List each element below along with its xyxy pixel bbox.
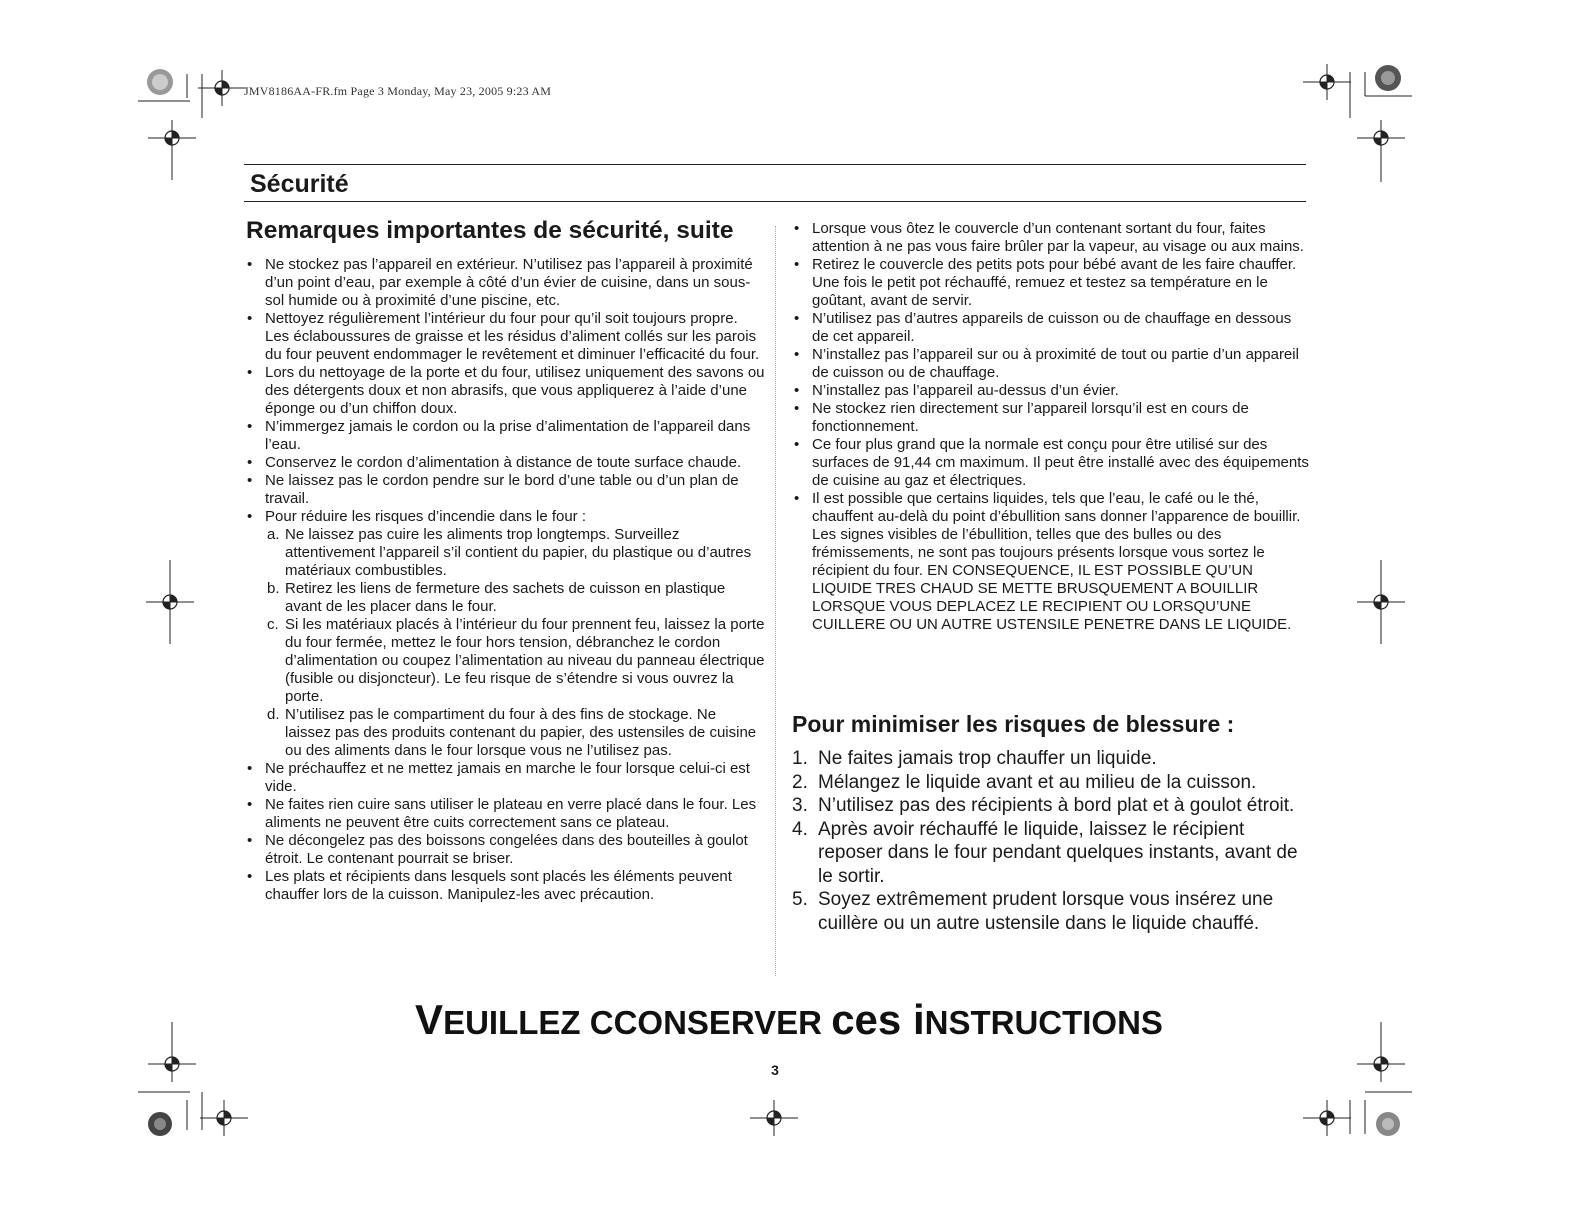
list-item: • N’installez pas l’appareil au-dessus d’un évier. — [792, 382, 1310, 400]
banner-part: CCONSERVER — [589, 1004, 832, 1041]
injury-heading: Pour minimiser les risques de blessure : — [792, 711, 1235, 737]
list-item: • Ce four plus grand que la normale est conçu pour être utilisé sur des surfaces de 91,44 cm maximum. Il peut être installé avec des équipements de cuisine au gaz et électriques. — [792, 436, 1310, 490]
top-rule — [244, 164, 1306, 165]
registration-mark-icon — [1303, 1100, 1351, 1136]
list-item: • Lorsque vous ôtez le couvercle d’un contenant sortant du four, faites attention à ne pas vous faire brûler par la vapeur, au visage ou aux mains. — [792, 220, 1310, 256]
numbered-step — [792, 888, 1312, 935]
corner-blob-bottom-left — [148, 1112, 172, 1136]
step-number: 5. — [792, 889, 808, 910]
step-number: 3. — [792, 795, 808, 816]
numbered-step — [792, 818, 1312, 889]
step-text: Soyez extrêmement prudent lorsque vous insérez une cuillère ou un autre ustensile dans le liquide chauffé. — [818, 889, 1274, 934]
list-item: • Ne préchauffez et ne mettez jamais en marche le four lorsque celui-ci est vide. — [245, 760, 765, 796]
banner-part: ces — [831, 996, 913, 1043]
sublist-text: Si les matériaux placés à l’intérieur du four prennent feu, laissez la porte du four fermée, mettez le four hors tension, débranchez le cordon d’alimentation ou coupez l’alimentation au niveau du panneau électrique (fusible ou disjoncteur). Le feu risque de s’étendre si vous ouvrez la porte. — [285, 616, 765, 705]
corner-blob-top-left — [147, 69, 173, 95]
sublist-item — [265, 526, 765, 580]
sublist-text: Retirez les liens de fermeture des sachets de cuisson en plastique avant de les placer dans le four. — [285, 580, 726, 615]
save-instructions-banner — [0, 996, 1578, 1044]
list-item: • Ne stockez rien directement sur l’appareil lorsqu’il est en cours de fonctionnement. — [792, 400, 1310, 436]
sublist-item — [265, 706, 765, 760]
file-header-note: JMV8186AA-FR.fm Page 3 Monday, May 23, 2005 9:23 AM — [244, 84, 552, 98]
corner-blob-bottom-right — [1376, 1112, 1400, 1136]
registration-mark-icon — [1357, 1046, 1405, 1082]
list-item: • N’immergez jamais le cordon ou la prise d’alimentation de l’appareil dans l’eau. — [245, 418, 765, 454]
list-item: • Retirez le couvercle des petits pots pour bébé avant de les faire chauffer. Une fois le petit pot réchauffé, remuez et testez sa température en le goûtant, avant de servir. — [792, 256, 1310, 310]
numbered-step — [792, 794, 1312, 818]
injury-steps-list — [792, 747, 1312, 935]
list-item: • N’installez pas l’appareil sur ou à proximité de tout ou partie d’un appareil de cuisson ou de chauffage. — [792, 346, 1310, 382]
step-text: Après avoir réchauffé le liquide, laissez le récipient reposer dans le four pendant quelques instants, avant de le sortir. — [818, 818, 1298, 887]
numbered-step — [792, 747, 1312, 771]
sublist-letter: b. — [267, 580, 280, 597]
sublist-letter: c. — [267, 616, 279, 633]
sublist-text: Ne laissez pas cuire les aliments trop longtemps. Surveillez attentivement l’appareil s’il contient du papier, du plastique ou d’autres matériaux combustibles. — [285, 526, 752, 579]
left-bullet-list — [245, 256, 765, 904]
boiling-warning-item: • Il est possible que certains liquides, tels que l’eau, le café ou le thé, chauffent au-delà du point d’ébullition sans donner l’apparence de bouillir. Les signes visibles de l’ébullition, telles que des bulles ou des frémissements, ne sont pas toujours présents lorsque vous sortez le récipient du four. EN CONSEQUENCE, IL EST POSSIBLE QU’UN LIQUIDE TRES CHAUD SE METTE BRUSQUEMENT A BOUILLIR LORSQUE VOUS DEPLACEZ LE RECIPIENT OU LORSQU’UNE CUILLERE OU UN AUTRE USTENSILE PENETRE DANS LE LIQUIDE. — [792, 490, 1310, 634]
registration-mark-icon — [750, 1100, 798, 1136]
fire-risk-sublist — [265, 526, 765, 760]
corner-blob-top-right — [1375, 65, 1401, 91]
left-heading: Remarques importantes de sécurité, suite — [246, 217, 734, 244]
step-number: 1. — [792, 748, 808, 769]
registration-mark-icon — [200, 1100, 248, 1136]
registration-mark-icon — [148, 1046, 196, 1082]
registration-mark-icon — [198, 70, 246, 106]
page-number: 3 — [771, 1062, 779, 1078]
title-rule — [244, 201, 1306, 202]
list-item: • Ne laissez pas le cordon pendre sur le bord d’une table ou d’un plan de travail. — [245, 472, 765, 508]
list-item: • Les plats et récipients dans lesquels sont placés les éléments peuvent chauffer lors de la cuisson. Manipulez-les avec précaution. — [245, 868, 765, 904]
right-bullet-list — [792, 220, 1310, 634]
sublist-item — [265, 616, 765, 706]
registration-mark-icon — [1303, 64, 1351, 100]
banner-part: i — [912, 996, 925, 1043]
sublist-text: N’utilisez pas le compartiment du four à des fins de stockage. Ne laissez pas des produits contenant du papier, des ustensiles de cuisine ou des aliments dans le four lorsque vous ne l’utilisez pas. — [285, 706, 757, 759]
fire-risk-item — [245, 508, 765, 760]
banner-part: NSTRUCTIONS — [924, 1004, 1163, 1041]
step-text: Mélangez le liquide avant et au milieu de la cuisson. — [818, 771, 1257, 793]
list-item: • Ne décongelez pas des boissons congelées dans des bouteilles à goulot étroit. Le contenant pourrait se briser. — [245, 832, 765, 868]
banner-part: EUILLEZ — [443, 1004, 590, 1041]
banner-part: V — [415, 996, 444, 1043]
list-item: • Lors du nettoyage de la porte et du four, utilisez uniquement des savons ou des détergents doux et non abrasifs, que vous appliquerez à l’aide d’une éponge ou d’un chiffon doux. — [245, 364, 765, 418]
step-text: N’utilisez pas des récipients à bord plat et à goulot étroit. — [818, 795, 1295, 816]
list-item: • Conservez le cordon d’alimentation à distance de toute surface chaude. — [245, 454, 765, 472]
fire-risk-intro: • Pour réduire les risques d’incendie dans le four : — [265, 508, 587, 525]
numbered-step — [792, 771, 1312, 795]
column-divider — [775, 226, 776, 976]
step-number: 2. — [792, 771, 808, 793]
step-number: 4. — [792, 818, 808, 840]
list-item: • Nettoyez régulièrement l’intérieur du four pour qu’il soit toujours propre. Les éclaboussures de graisse et les résidus d’aliment collés sur les parois du four peuvent endommager le revêtement et diminuer l’efficacité du four. — [245, 310, 765, 364]
section-title: Sécurité — [250, 170, 349, 198]
list-item: • Ne stockez pas l’appareil en extérieur. N’utilisez pas l’appareil à proximité d’un point d’eau, par exemple à côté d’un évier de cuisine, dans un sous-sol humide ou à proximité d’une piscine, etc. — [245, 256, 765, 310]
step-text: Ne faites jamais trop chauffer un liquide. — [818, 748, 1157, 769]
sublist-letter: a. — [267, 526, 280, 543]
sublist-item — [265, 580, 765, 616]
sublist-letter: d. — [267, 706, 280, 723]
list-item: • Ne faites rien cuire sans utiliser le plateau en verre placé dans le four. Les aliments ne peuvent être cuits correctement sans ce plateau. — [245, 796, 765, 832]
list-item: • N’utilisez pas d’autres appareils de cuisson ou de chauffage en dessous de cet appareil. — [792, 310, 1310, 346]
